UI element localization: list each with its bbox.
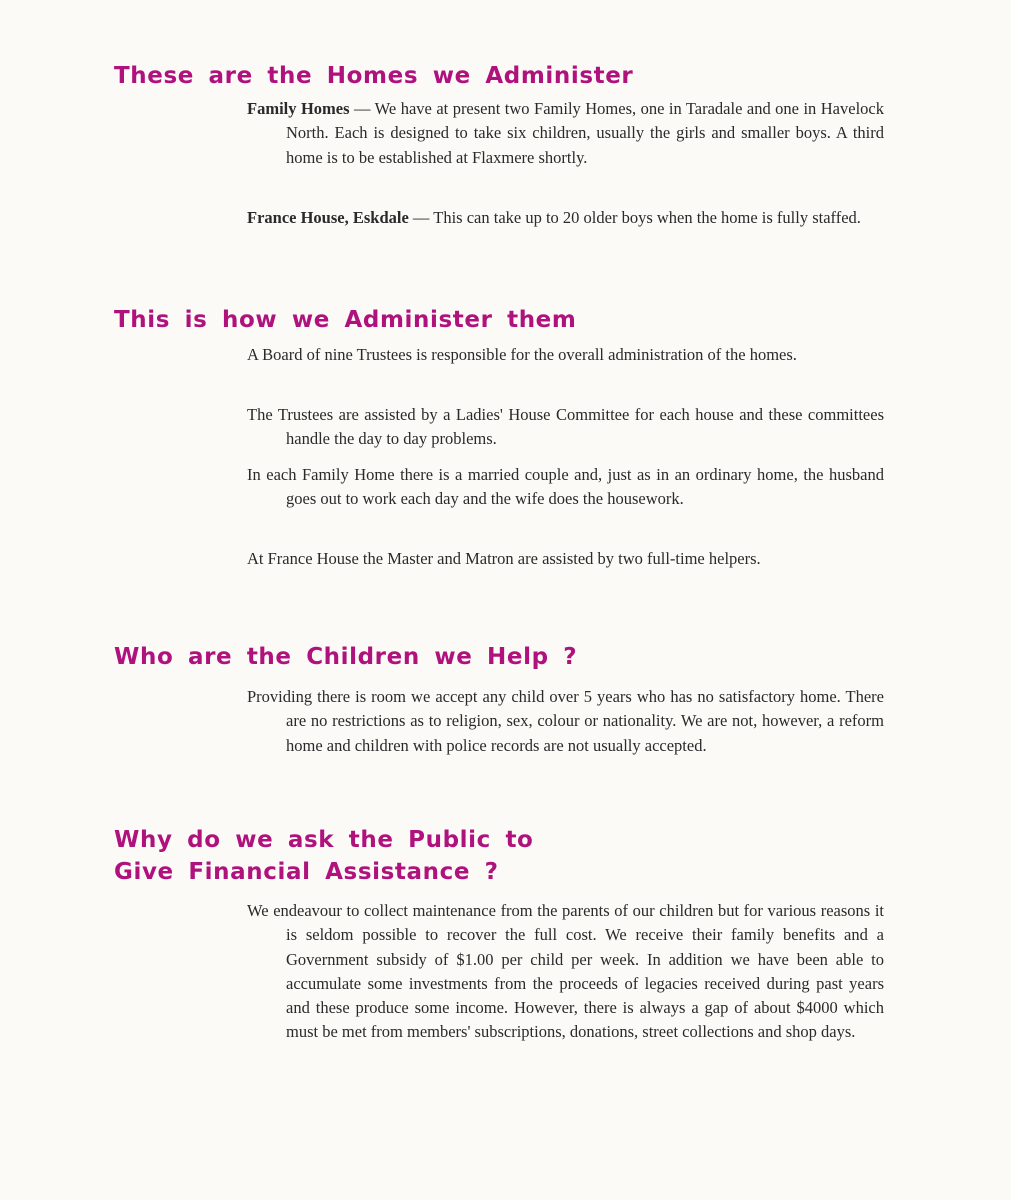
lead-family-homes: Family Homes bbox=[247, 99, 350, 118]
paragraph-family-home-couple: In each Family Home there is a married couple and, just as in an ordinary home, the husband goes out to work each day and the wife does the housework. bbox=[247, 465, 884, 509]
paragraph-children-accepted: Providing there is room we accept any child over 5 years who has no satisfactory home. There are no restrictions as to religion, sex, colour or nationality. We are not, however, a reform home and children with police records are not usually accepted. bbox=[247, 687, 884, 755]
paragraph-board-trustees: A Board of nine Trustees is responsible for the overall administration of the homes. bbox=[247, 345, 797, 364]
section-heading-children: Who are the Children we Help ? bbox=[114, 644, 578, 670]
text-france-house: — This can take up to 20 older boys when the home is fully staffed. bbox=[408, 208, 861, 227]
paragraph-france-house bbox=[247, 206, 884, 230]
section-heading-administer: This is how we Administer them bbox=[114, 307, 577, 333]
lead-france-house: France House, Eskdale bbox=[247, 208, 409, 227]
section-heading-financial-line2: Give Financial Assistance ? bbox=[114, 859, 499, 885]
section-heading-financial-line1: Why do we ask the Public to bbox=[114, 827, 534, 853]
paragraph-family-homes bbox=[247, 97, 884, 170]
paragraph-france-house-staff: At France House the Master and Matron are assisted by two full-time helpers. bbox=[247, 549, 761, 568]
paragraph-financial-assistance: We endeavour to collect maintenance from the parents of our children but for various reasons it is seldom possible to recover the full cost. We receive their family benefits and a Government subsidy of $1.00 per child per week. In addition we have been able to accumulate some investments from the proceeds of legacies received during past years and these produce some income. However, there is always a gap of about $4000 which must be met from members' subscriptions, donations, street collections and shop days. bbox=[247, 901, 884, 1042]
text-family-homes: — We have at present two Family Homes, one in Taradale and one in Havelock North. Each is designed to take six children, usually the girls and smaller boys. A third home is to be established at Flaxmere shortly. bbox=[286, 99, 884, 167]
paragraph-ladies-committee: The Trustees are assisted by a Ladies' House Committee for each house and these committees handle the day to day problems. bbox=[247, 405, 884, 449]
section-heading-homes: These are the Homes we Administer bbox=[114, 63, 634, 89]
